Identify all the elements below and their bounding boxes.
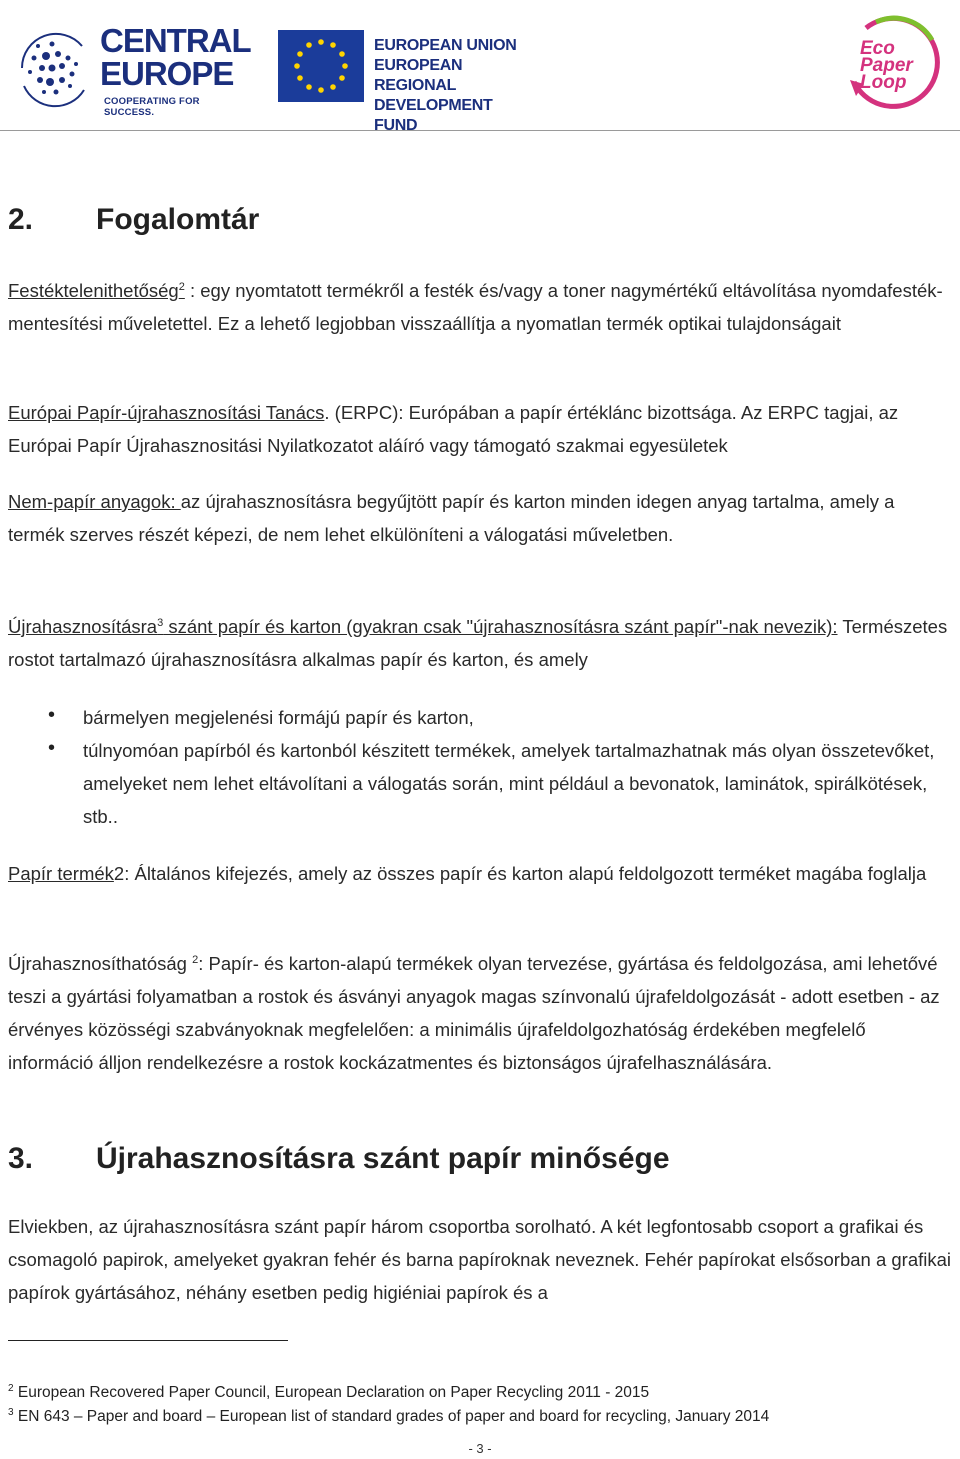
eu-line1: EUROPEAN UNION	[374, 37, 517, 54]
eu-line3: DEVELOPMENT FUND	[374, 97, 493, 134]
ce-tagline: COOPERATING FOR SUCCESS.	[104, 96, 200, 118]
eu-line2: EUROPEAN REGIONAL	[374, 57, 463, 94]
term-recovered-paper: Újrahasznosításra$^3$ szánt papír és karton (gyakran csak "újrahasznosításra szánt papír"-nak nevezik):	[8, 616, 838, 637]
ce-line2: EUROPE	[100, 55, 234, 92]
eu-logo	[278, 28, 518, 134]
eco-line1: Eco	[860, 38, 895, 59]
list-item: bármelyen megjelenési formájú papír és karton,	[83, 707, 474, 728]
section-3-number: 3.	[8, 1142, 34, 1175]
ce-line1: CENTRAL	[100, 22, 251, 59]
term-paper-product: Papír termék	[8, 863, 114, 884]
term-recyclability: Újrahasznosíthatóság $^2$	[8, 953, 199, 974]
central-europe-logo	[12, 22, 252, 118]
definition-recyclability	[8, 947, 953, 1079]
bullet-dot-icon: •	[48, 737, 56, 759]
section-2-title: Fogalomtár	[96, 203, 260, 236]
list-item: túlnyomóan papírból és kartonból készitett termékek, amelyek tartalmazhatnak más olyan összetevőket, amelyeket nem lehet eltávolítani a válogatás során, mint például a bevonatok, laminátok, spirálkötések, stb..	[83, 740, 935, 827]
page-number: - 3 -	[468, 1441, 492, 1456]
definition-text: Természetes rostot tartalmazó újrahasznosításra alkalmas papír és karton, és amely	[8, 616, 948, 670]
footnote-separator	[8, 1340, 288, 1341]
definition-text: 2: Általános kifejezés, amely az összes papír és karton alapú feldolgozott terméket magába foglalja	[113, 863, 927, 884]
definition-text: . (ERPC): Európában a papír értéklánc bizottsága. Az ERPC tagjai, az Európai Papír Újrahasznositási Nyilatkozatot aláíró vagy támogató szakmai egyesületek	[8, 402, 899, 456]
section-2-heading	[8, 203, 259, 237]
eco-line3: Loop	[860, 72, 907, 93]
eco-line2: Paper	[860, 55, 913, 76]
term-deinking: Festéktelenithetőség$^2$	[8, 280, 185, 301]
section-3-title: Újrahasznosításra szánt papír minősége	[96, 1142, 670, 1175]
definition-non-paper	[8, 485, 953, 551]
footnote-3: $^3$ EN 643 – Paper and board – European list of standard grades of paper and board for recycling, January 2014	[8, 1406, 770, 1425]
definition-text: : Papír- és karton-alapú termékek olyan tervezése, gyártása és feldolgozása, ami lehetővé teszi a gyártási folyamatban a rostok és ásványi anyagok magas színvonalú újrafeldolgozását - adott esetben - az érvényes közösségi szabványoknak megfelelően: a minimális újrafeldolgozhatóság érdekében megfelelő információ álljon rendelkezésre a rostok kockázatmentes és biztonságos újrafelhasználására.	[8, 953, 940, 1073]
footnote-2: $^2$ European Recovered Paper Council, European Declaration on Paper Recycling 2011 - 2015	[8, 1382, 650, 1401]
bullet-dot-icon: •	[48, 704, 56, 726]
definition-paper-product	[8, 857, 953, 890]
page-header	[0, 0, 960, 134]
term-erpc: Európai Papír-újrahasznosítási Tanács	[8, 402, 325, 423]
section-3-paragraph: Elviekben, az újrahasznosításra szánt papír három csoportba sorolható. A két legfontosabb csoport a grafikai és csomagoló papirok, amelyeket gyakran fehér és barna papíroknak neveznek. Fehér papírokat elsősorban a grafikai papírok gyártásához, néhány esetben pedig higiéniai papírok és a	[8, 1216, 952, 1303]
definition-deinking	[8, 274, 953, 340]
definition-recovered-paper	[8, 610, 953, 676]
eu-flag-icon	[278, 30, 364, 102]
eco-paper-loop-logo	[836, 10, 950, 110]
section-3-heading	[8, 1142, 670, 1176]
term-non-paper: Nem-papír anyagok:	[8, 491, 181, 512]
definition-erpc	[8, 396, 953, 462]
section-2-number: 2.	[8, 203, 34, 236]
definition-text: : egy nyomtatott termékről a festék és/vagy a toner nagymértékű eltávolítása nyomdafesték-mentesítési műveletettel. Ez a lehető legjobban visszaállítja a nyomatlan termék optikai tulajdonságait	[8, 280, 943, 334]
globe-icon	[12, 28, 102, 108]
definition-text: az újrahasznosításra begyűjtött papír és karton minden idegen anyag tartalma, amely a termék szerves részét képezi, de nem lehet elkülöníteni a válogatási műveletben.	[8, 491, 895, 545]
